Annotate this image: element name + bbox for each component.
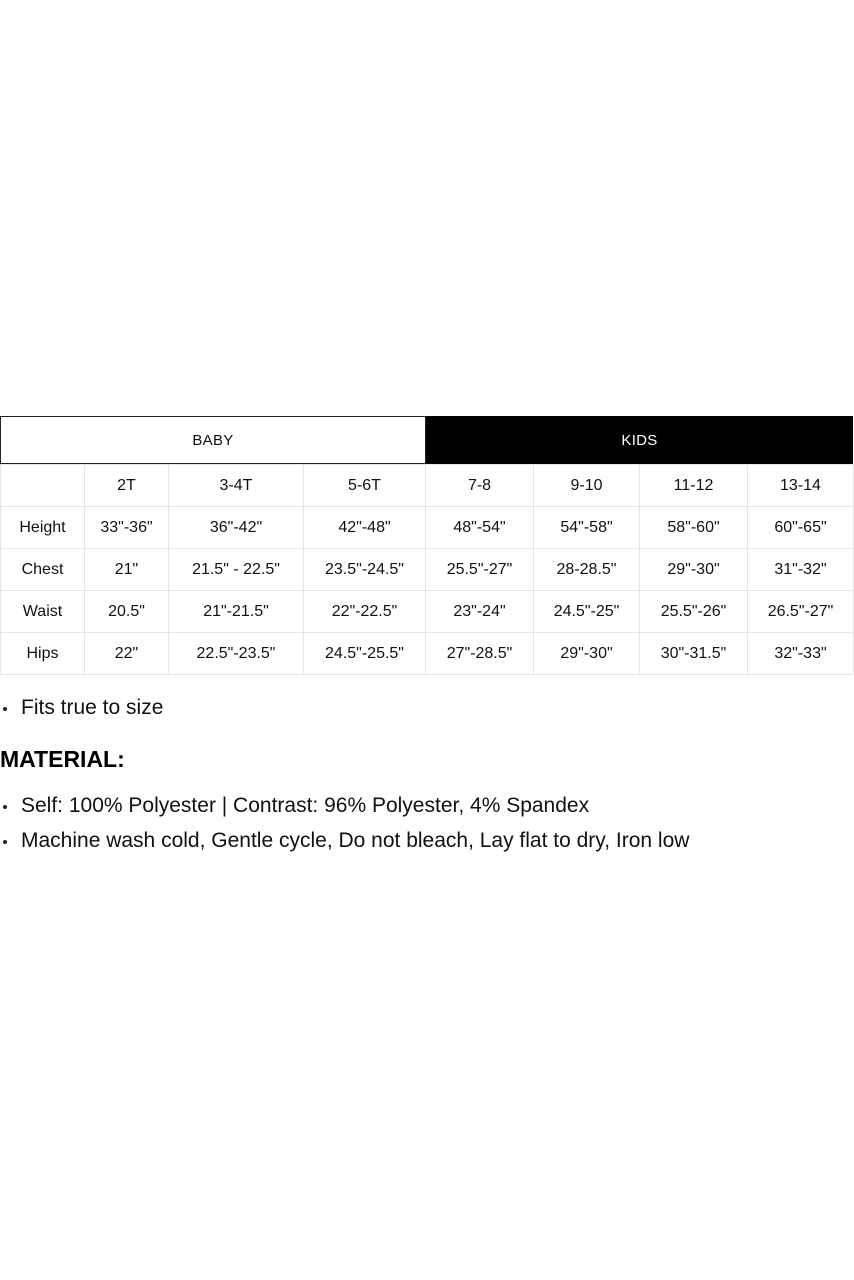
measurement-cell: 21" xyxy=(85,549,169,591)
material-item: Self: 100% Polyester | Contrast: 96% Polyester, 4% Spandex xyxy=(0,792,854,820)
row-label: Waist xyxy=(1,591,85,633)
measurement-cell: 26.5"-27" xyxy=(748,591,854,633)
measurement-row-hips xyxy=(1,633,854,675)
measurement-cell: 22" xyxy=(85,633,169,675)
measurement-cell: 29"-30" xyxy=(534,633,640,675)
row-label: Chest xyxy=(1,549,85,591)
size-table xyxy=(0,464,854,675)
product-notes xyxy=(0,694,854,855)
group-baby: BABY xyxy=(0,416,426,464)
size-header-cell: 7-8 xyxy=(426,465,534,507)
measurement-cell: 42"-48" xyxy=(304,507,426,549)
measurement-cell: 24.5"-25.5" xyxy=(304,633,426,675)
measurement-cell: 29"-30" xyxy=(640,549,748,591)
measurement-cell: 58"-60" xyxy=(640,507,748,549)
material-heading: MATERIAL: xyxy=(0,746,125,772)
measurement-cell: 28-28.5" xyxy=(534,549,640,591)
fit-note: Fits true to size xyxy=(0,694,854,722)
measurement-cell: 32"-33" xyxy=(748,633,854,675)
corner-cell xyxy=(1,465,85,507)
size-group-header xyxy=(0,416,853,464)
measurement-cell: 30"-31.5" xyxy=(640,633,748,675)
measurement-cell: 27"-28.5" xyxy=(426,633,534,675)
size-header-cell: 13-14 xyxy=(748,465,854,507)
measurement-cell: 21.5" - 22.5" xyxy=(169,549,304,591)
measurement-cell: 60"-65" xyxy=(748,507,854,549)
size-header-row xyxy=(1,465,854,507)
size-header-cell: 5-6T xyxy=(304,465,426,507)
measurement-cell: 31"-32" xyxy=(748,549,854,591)
row-label: Height xyxy=(1,507,85,549)
size-header-cell: 11-12 xyxy=(640,465,748,507)
measurement-cell: 54"-58" xyxy=(534,507,640,549)
care-item: Machine wash cold, Gentle cycle, Do not bleach, Lay flat to dry, Iron low xyxy=(0,827,854,855)
measurement-cell: 25.5"-27" xyxy=(426,549,534,591)
row-label: Hips xyxy=(1,633,85,675)
size-header-cell: 3-4T xyxy=(169,465,304,507)
measurement-cell: 23.5"-24.5" xyxy=(304,549,426,591)
measurement-cell: 23"-24" xyxy=(426,591,534,633)
group-kids: KIDS xyxy=(426,416,853,464)
measurement-row-waist xyxy=(1,591,854,633)
size-header-cell: 9-10 xyxy=(534,465,640,507)
measurement-cell: 36"-42" xyxy=(169,507,304,549)
measurement-cell: 25.5"-26" xyxy=(640,591,748,633)
measurement-cell: 33"-36" xyxy=(85,507,169,549)
measurement-cell: 24.5"-25" xyxy=(534,591,640,633)
measurement-cell: 20.5" xyxy=(85,591,169,633)
measurement-row-chest xyxy=(1,549,854,591)
measurement-cell: 22.5"-23.5" xyxy=(169,633,304,675)
size-header-cell: 2T xyxy=(85,465,169,507)
measurement-row-height xyxy=(1,507,854,549)
size-chart xyxy=(0,416,853,675)
measurement-cell: 48"-54" xyxy=(426,507,534,549)
measurement-cell: 22"-22.5" xyxy=(304,591,426,633)
measurement-cell: 21"-21.5" xyxy=(169,591,304,633)
